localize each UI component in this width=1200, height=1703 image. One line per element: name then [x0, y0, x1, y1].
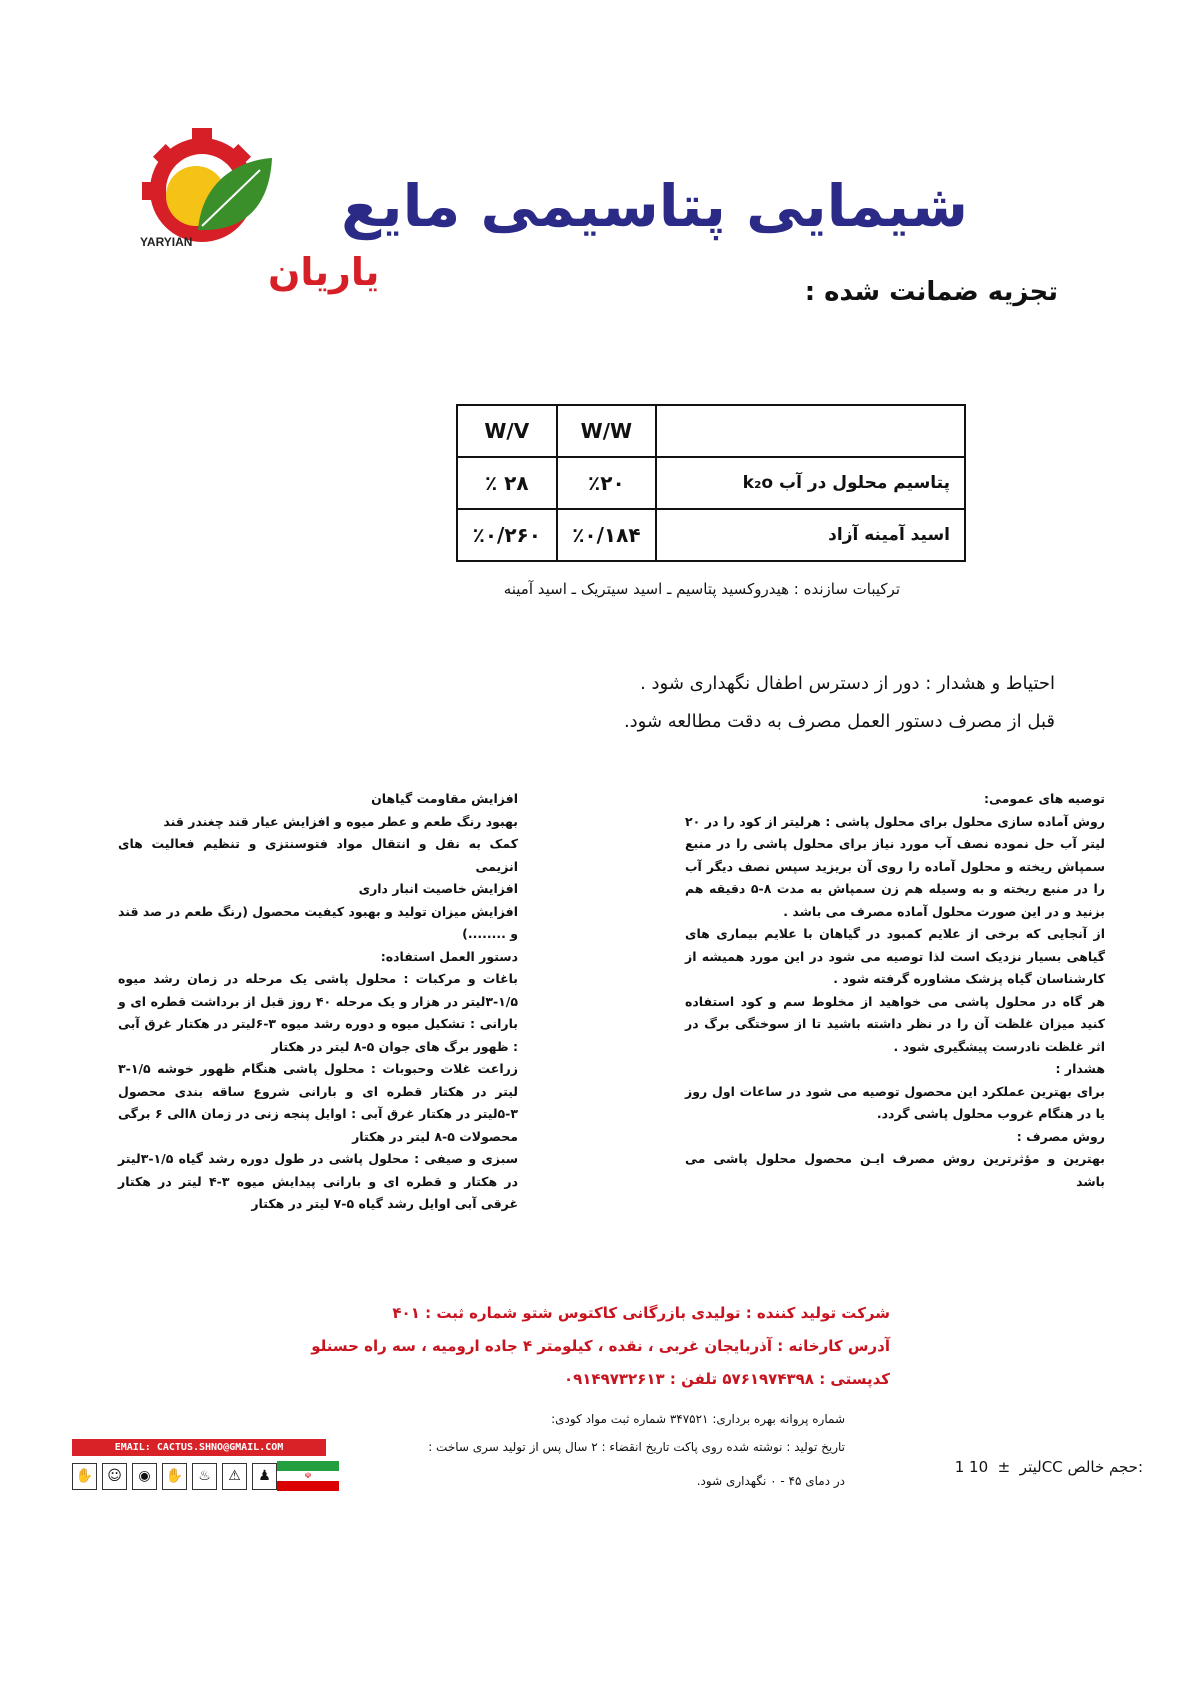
- paragraph: از آنجایی که برخی از علایم کمبود در گیاهان با علایم بیماری های گیاهی بسیار نزدیک است لذا توصیه می شود در این مورد همیشه از کارشناسان گیاه پزشک مشاوره گرفته شود .: [685, 926, 1105, 986]
- paragraph: باغات و مرکبات : محلول پاشی یک مرحله در زمان رشد میوه ۱/۵-۳لیتر در هزار و یک مرحله ۴۰ روز قبل از برداشت قطره ای و بارانی : تشکیل میوه و دوره رشد میوه ۳-۶لیتر در هکتار غرق آبی : ظهور برگ های جوان ۵-۸ لیتر در هکتار: [118, 971, 518, 1054]
- email-banner: EMAIL: CACTUS.SHNO@GMAIL.COM: [72, 1439, 326, 1456]
- product-title: شیمایی پتاسیمی مایع: [341, 172, 968, 240]
- company-line: آدرس کارخانه : آذربایجان غربی ، نقده ، کیلومتر ۴ جاده ارومیه ، سه راه حسنلو: [311, 1337, 890, 1355]
- company-line: شرکت تولید کننده : تولیدی بازرگانی کاکتوس شتو شماره ثبت : ۴۰۱: [392, 1304, 890, 1322]
- warning-line: احتیاط و هشدار : دور از دسترس اطفال نگهداری شود .: [640, 673, 1055, 694]
- paragraph: توصیه های عمومی:: [984, 791, 1105, 806]
- paragraph: هشدار :: [1055, 1061, 1105, 1076]
- sprayer-icon: ♨: [192, 1463, 217, 1490]
- paragraph: زراعت غلات وحبوبات : محلول پاشی هنگام ظهور خوشه ۱/۵-۳ لیتر در هکتار قطره ای و بارانی شروع ساقه بندی محصول ۳-۵لیتر در هکتار غرق آبی : اوایل پنجه زنی در زمان ۸الی ۶ برگی محصولات ۵-۸ لیتر در هکتار: [118, 1061, 518, 1144]
- license-info: [428, 1405, 845, 1461]
- paragraph: برای بهترین عملکرد این محصول توصیه می شود در ساعات اول روز یا در هنگام غروب محلول پاشی گردد.: [685, 1083, 1105, 1121]
- net-volume-unit: 1 لیتر: [954, 1458, 1042, 1476]
- svg-text:یاریان: یاریان: [268, 250, 380, 294]
- cell-ww: ٪۲۰: [557, 457, 657, 509]
- paragraph: افزایش مقاومت گیاهان: [371, 791, 518, 806]
- yaryian-logo: [140, 120, 380, 300]
- net-volume-label: حجم خالص:: [1067, 1458, 1143, 1476]
- cell-label: اسید آمینه آزاد: [656, 509, 965, 561]
- table-header-row: [457, 405, 965, 457]
- goggles-icon: ◉: [132, 1463, 157, 1490]
- ingredients-line: ترکیبات سازنده : هیدروکسید پتاسیم ـ اسید سیتریک ـ اسید آمینه: [503, 580, 900, 598]
- gloves-icon: ✋: [162, 1463, 187, 1490]
- net-volume-value: 10CC: [969, 1458, 1063, 1476]
- paragraph: هر گاه در محلول پاشی می خواهید از مخلوط سم و کود استفاده کنید میزان غلظت آن را در نظر داشته باشید تا از سوختگی برگ در اثر غلظت نادرست پیشگیری شود .: [685, 993, 1105, 1054]
- boots-icon: ♟: [252, 1463, 277, 1490]
- license-line: شماره پروانه بهره برداری: ۳۴۷۵۲۱ شماره ثبت مواد کودی:: [551, 1412, 845, 1426]
- cell-wv: ٪۰/۲۶۰: [457, 509, 557, 561]
- iran-flag-icon: ☫: [277, 1461, 339, 1491]
- paragraph: افزایش خاصیت انبار داری: [358, 881, 518, 896]
- net-volume: [955, 1458, 1143, 1476]
- warning-line: قبل از مصرف دستور العمل مصرف به دقت مطالعه شود.: [623, 711, 1055, 732]
- paragraph: بهبود رنگ طعم و عطر میوه و افزایش عیار قند چغندر قند: [163, 813, 518, 829]
- paragraph: کمک به نقل و انتقال مواد فتوسنتزی و تنظیم فعالیت های انزیمی: [118, 836, 518, 874]
- paragraph: افزایش میزان تولید و بهبود کیفیت محصول (رنگ طعم در صد قند و ........): [118, 903, 518, 941]
- general-recommendations-column: [685, 788, 1105, 1193]
- license-line: تاریخ تولید : نوشته شده روی پاکت تاریخ انقضاء : ۲ سال پس از تولید سری ساخت :: [428, 1440, 845, 1454]
- paragraph: بهترین و مؤثرترین روش مصرف ایـن محصول محلول پاشی می باشد: [685, 1151, 1105, 1189]
- benefits-and-usage-column: [118, 788, 518, 1216]
- storage-note: در دمای ۴۵ - ۰ نگهداری شود.: [696, 1474, 845, 1488]
- header-empty: [656, 405, 965, 457]
- warning-block: [624, 665, 1055, 741]
- guaranteed-analysis-table: [456, 404, 966, 562]
- safety-icons: [72, 1463, 277, 1490]
- plus-minus-icon: ±: [992, 1458, 1016, 1476]
- paragraph: دستور العمل استفاده:: [380, 948, 518, 964]
- paragraph: سبزی و صیفی : محلول پاشی در طول دوره رشد گیاه ۱/۵-۳لیتر در هکتار و قطره ای و بارانی پیدایش میوه ۳-۴ لیتر در هکتار غرقی آبی اوایل رشد گیاه ۵-۷ لیتر در هکتار: [118, 1151, 518, 1211]
- paragraph: روش مصرف :: [1016, 1128, 1105, 1144]
- cell-label: پتاسیم محلول در آب k₂o: [656, 457, 965, 509]
- table-row: [457, 509, 965, 561]
- paragraph: روش آماده سازی محلول برای محلول پاشی : هرلیتر از کود را در ۲۰ لیتر آب حل نموده نصف آب مورد نیاز برای محلول پاشی را در منبع سمپاش ریخته و محلول آماده را روی آن بریزید سپس نصف دیگر آب را در منبع ریخته و به وسیله هم زن سمپاش به مدت ۸-۵ دقیقه هم بزنید و در این صورت محلول آماده مصرف می باشد .: [685, 813, 1105, 919]
- cell-wv: ٪ ۲۸: [457, 457, 557, 509]
- mask-icon: ☺: [102, 1463, 127, 1490]
- analysis-heading: تجزیه ضمانت شده :: [804, 277, 1058, 307]
- company-line: کدپستی : ۵۷۶۱۹۷۴۳۹۸ تلفن : ۰۹۱۴۹۷۳۲۶۱۳: [563, 1370, 890, 1388]
- header-ww: W/W: [557, 405, 657, 457]
- wash-hands-icon: ✋: [72, 1463, 97, 1490]
- header-wv: W/V: [457, 405, 557, 457]
- svg-text:YARYIAN: YARYIAN: [140, 235, 193, 249]
- company-info: [311, 1297, 890, 1396]
- cell-ww: ٪۰/۱۸۴: [557, 509, 657, 561]
- keep-away-icon: ⚠: [222, 1463, 247, 1490]
- table-row: [457, 457, 965, 509]
